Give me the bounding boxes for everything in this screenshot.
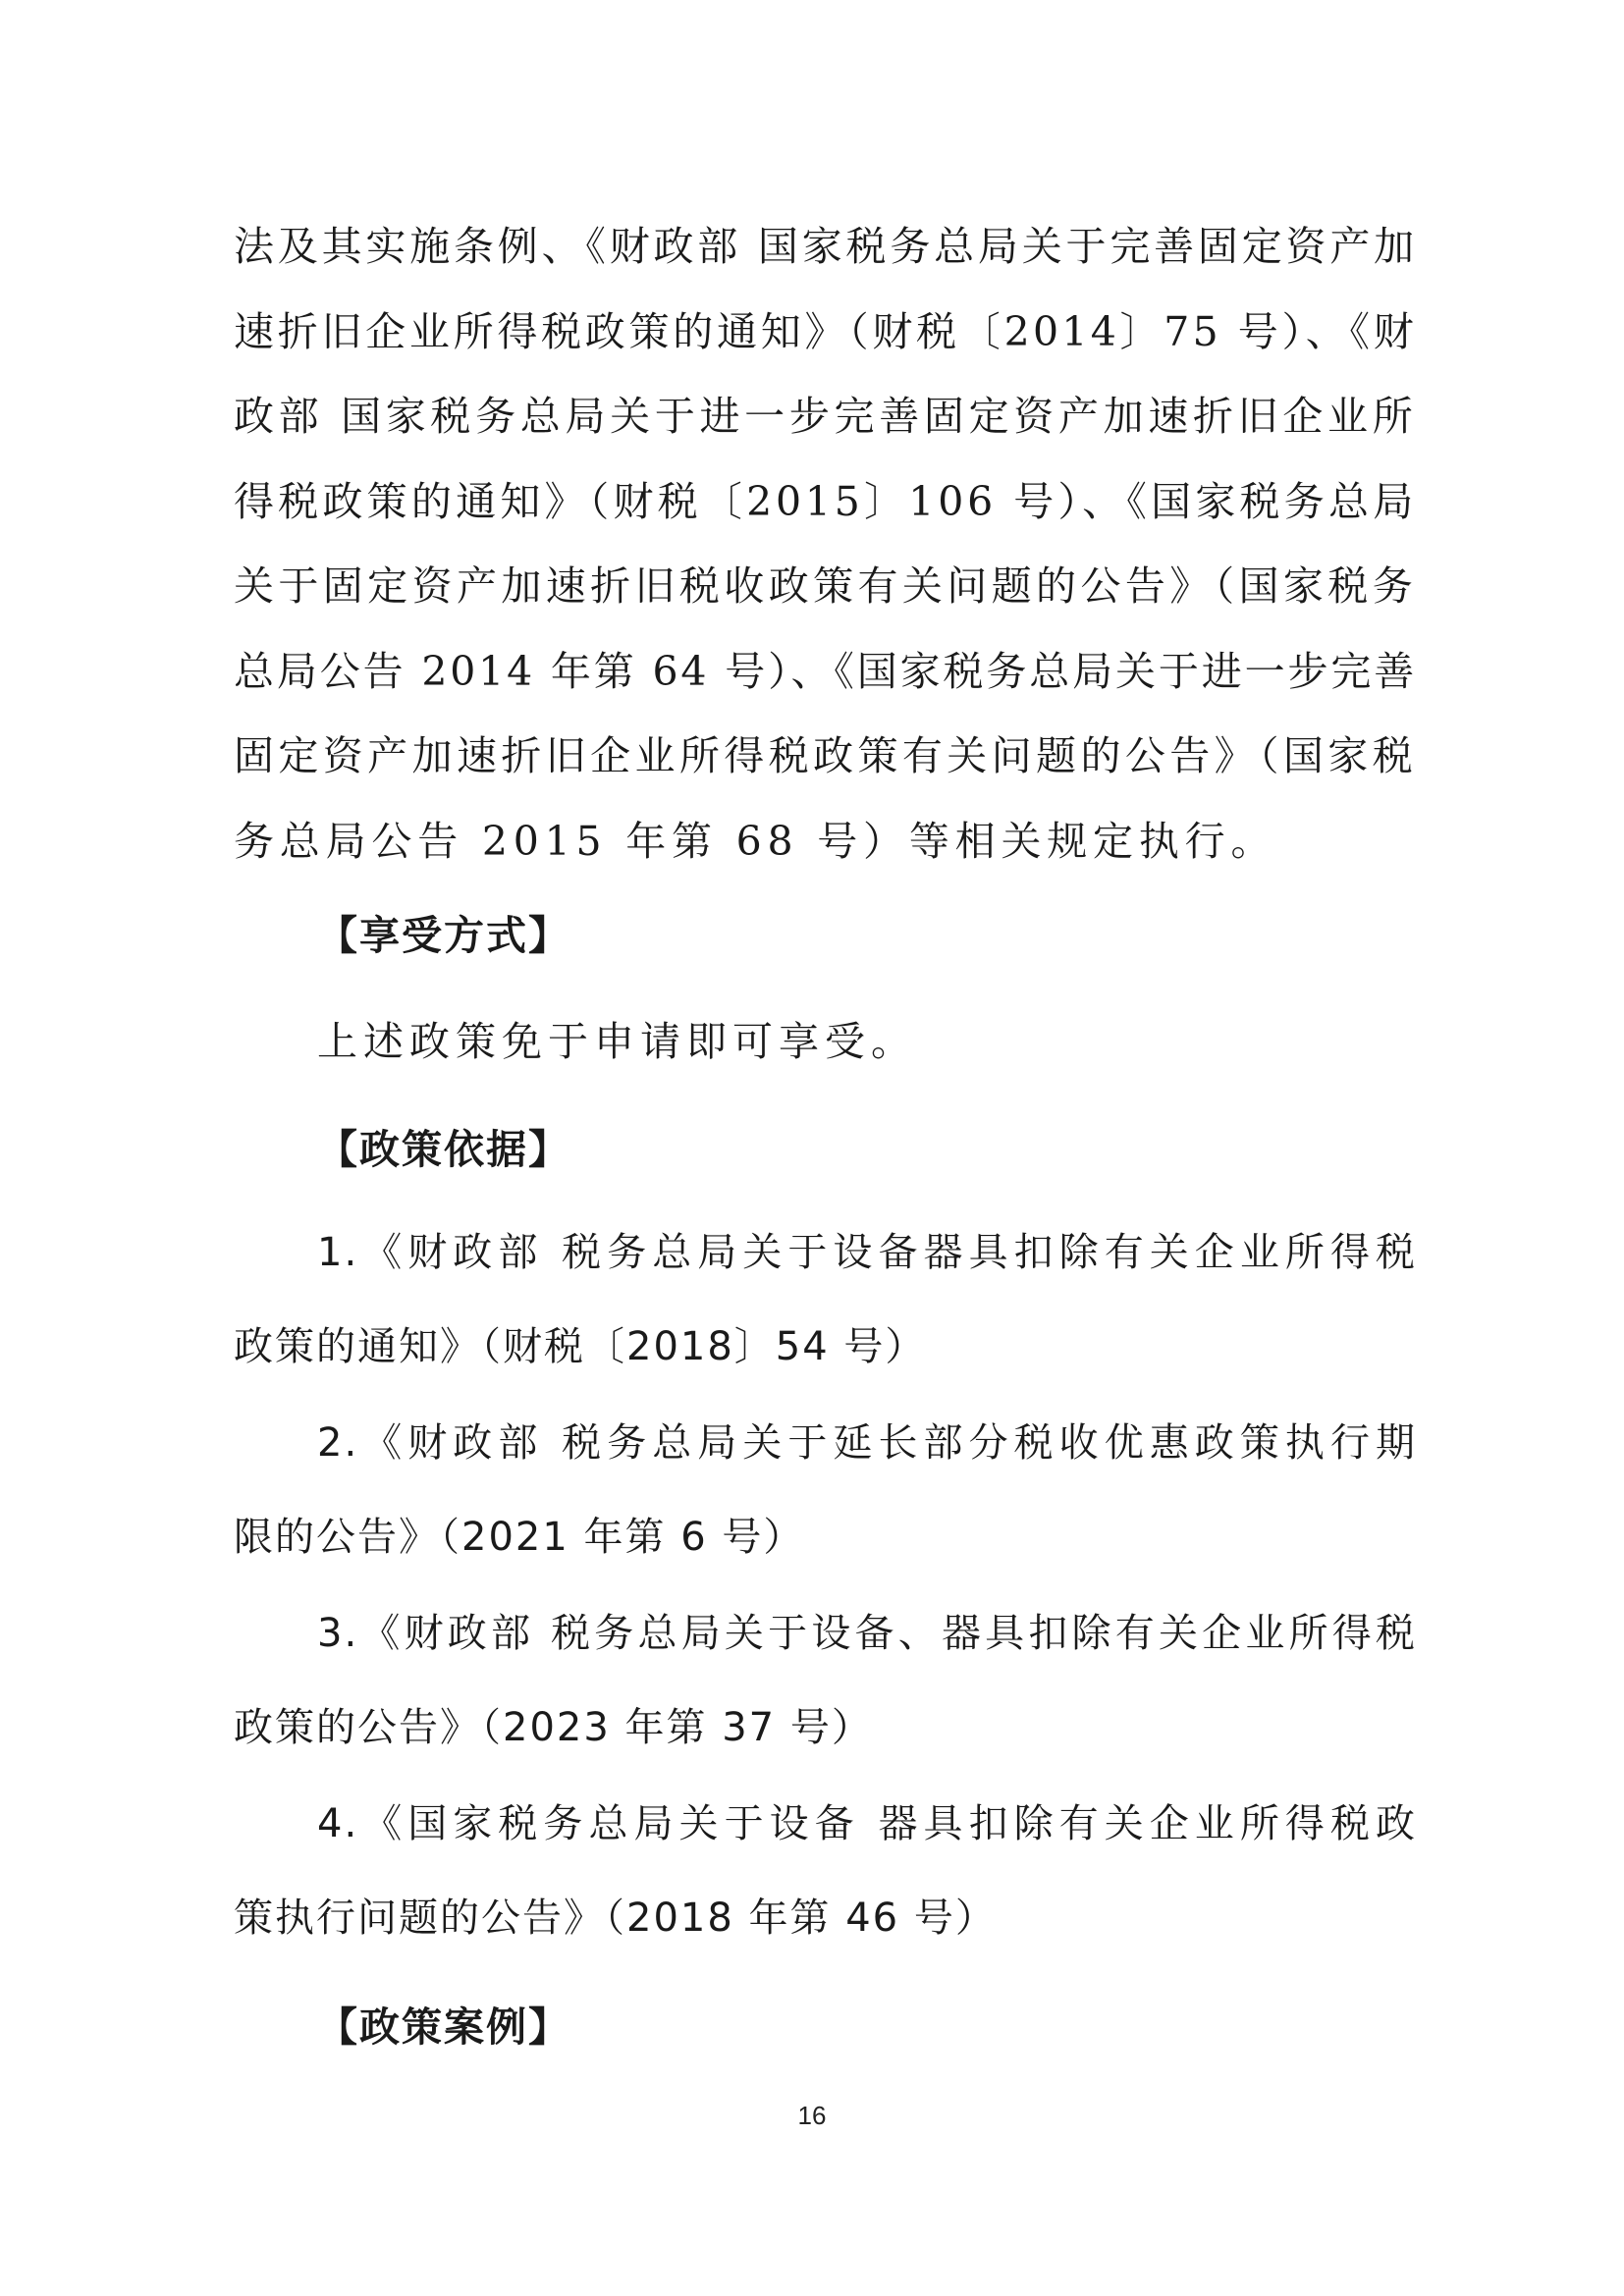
paragraph-line: 固定资产加速折旧企业所得税政策有关问题的公告》（国家税	[234, 732, 1417, 779]
basis-item-2	[234, 1396, 1417, 1584]
paragraph-line: 法及其实施条例、《财政部 国家税务总局关于完善固定资产加	[234, 223, 1418, 270]
basis-item-line: 限的公告》（2021 年第 6 号）	[234, 1515, 805, 1560]
continuation-paragraph	[234, 204, 1417, 883]
basis-item-4	[234, 1777, 1417, 1965]
basis-item-line: 策执行问题的公告》（2018 年第 46 号）	[234, 1896, 997, 1941]
paragraph-line: 总局公告 2014 年第 64 号）、《国家税务总局关于进一步完善	[234, 647, 1417, 695]
paragraph-line: 关于固定资产加速折旧税收政策有关问题的公告》（国家税务	[234, 562, 1417, 610]
basis-item-3	[234, 1586, 1417, 1775]
section-heading-case: 【政策案例】	[317, 2003, 570, 2051]
paragraph-line: 得税政策的通知》（财税〔2015〕106 号）、《国家税务总局	[234, 477, 1417, 525]
paragraph-line: 务总局公告 2015 年第 68 号）等相关规定执行。	[234, 817, 1277, 865]
basis-item-line: 3.《财政部 税务总局关于设备、器具扣除有关企业所得税	[317, 1611, 1417, 1656]
page-number: 16	[797, 2101, 827, 2130]
basis-item-line: 1.《财政部 税务总局关于设备器具扣除有关企业所得税	[317, 1230, 1417, 1275]
enjoy-text: 上述政策免于申请即可享受。	[317, 1018, 917, 1065]
section-heading-basis: 【政策依据】	[317, 1126, 570, 1173]
basis-item-line: 政策的公告》（2023 年第 37 号）	[234, 1705, 873, 1750]
section-heading-enjoy: 【享受方式】	[317, 912, 570, 959]
basis-item-line: 政策的通知》（财税〔2018〕54 号）	[234, 1324, 927, 1369]
basis-item-line: 4.《国家税务总局关于设备 器具扣除有关企业所得税政	[317, 1801, 1417, 1846]
paragraph-line: 政部 国家税务总局关于进一步完善固定资产加速折旧企业所	[234, 393, 1417, 440]
paragraph-line: 速折旧企业所得税政策的通知》（财税〔2014〕75 号）、《财	[234, 307, 1417, 355]
basis-item-1	[234, 1205, 1417, 1394]
basis-item-line: 2.《财政部 税务总局关于延长部分税收优惠政策执行期	[317, 1420, 1417, 1466]
